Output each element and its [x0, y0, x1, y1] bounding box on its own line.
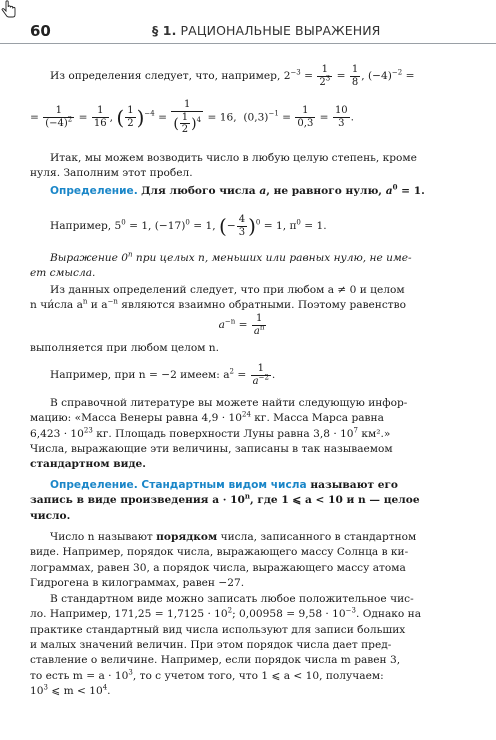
- paragraph-6: Из данных определений следует, что при любом a ≠ 0 и целом n чи́сла $a^n$ и $a^{-n}$ являются взаимно обратными. Поэтому равенство: [30, 284, 406, 312]
- section-title: РАЦИОНАЛЬНЫЕ ВЫРАЖЕНИЯ: [180, 23, 381, 38]
- paragraph-9: Число n называют порядком числа, записанного в стандартном виде. Например, порядок числа, выражающего массу Солнца в ки- лограммах, равен 30, а порядок числа, выражающего массу атома Гидрогена в килограммах, равен −27.: [30, 531, 417, 590]
- definition-term: Определение. Стандартным видом числа: [50, 479, 307, 491]
- paragraph-10: В стандартном виде можно записать любое положительное чис- ло. Например, $171,25 = 1,7125 \cdot 10^2$; $0,00958 = 9,58 \cdot 10^{-3}$. Однако на практике стандартный вид числа используют для записи больших и малых значений величин. При этом порядок числа дает пред- ставление о величине. Например, если порядок числа m равен 3, то есть $m = a \cdot 10^3$, то с учетом того, что 1 ⩽ a < 10, получаем: $10^3$ ⩽ $m < 10^4$.: [30, 593, 422, 698]
- paragraph-5: Выражение 0$^n$ при целых n, меньших или равных нулю, не име- ет смысла.: [30, 251, 412, 280]
- example-line-1: Из определения следует, что, например, $2^{-3}$ = $\frac{1}{2^3}$ = $\frac{1}{8}$ , $(-4)^{-2}$ =: [50, 64, 415, 88]
- definition-2: Определение. Стандартным видом числа называют его запись в виде произведения $a \cdot 10^n$, где 1 ⩽ a < 10 и n — целое число.: [30, 479, 420, 522]
- section-mark: § 1.: [152, 23, 177, 38]
- paragraph-6-end: выполняется при любом целом n.: [30, 342, 219, 354]
- example-line-3: Например, $5^0 = 1$, $(-17)^0 = 1$, (− $\frac{4}{3}$ )$^0$ = 1, $\pi^0 = 1$.: [50, 214, 327, 238]
- example-line-4: Например, при n = −2 имеем: $a^2$ = $\frac{1}{a^{-2}}$ .: [50, 363, 276, 387]
- page-header: [0, 0, 496, 44]
- example-line-2: = $\frac{1}{(-4)^2}$ = $\frac{1}{16}$ , ( $\frac{1}{2}$ )$^{-4}$ = 1 ( $\frac{1}{2}$ )$^4$ = 16, $(0,3)^{-1}$ = $\frac{1}{0,3}$ = $\frac{10}{3}$ .: [30, 99, 355, 135]
- fraction: $\frac{1}{2^3}$: [319, 64, 331, 88]
- definition-term: Определение.: [50, 185, 138, 197]
- definition-1: Определение. Для любого числа a, не равного нулю, $a^0 = 1$.: [50, 184, 425, 197]
- formula-reciprocal: $a^{-n}$ = $\frac{1}{a^n}$: [218, 313, 265, 337]
- paragraph-3: Итак, мы можем возводить число в любую целую степень, кроме нуля. Заполним этот пробел.: [30, 152, 417, 180]
- fraction: $\frac{1}{8}$: [351, 64, 359, 88]
- paragraph-8: В справочной литературе вы можете найти следующую инфор- мацию: «Масса Венеры равна $4,9 \cdot 10^{24}$ кг. Масса Марса равна $6,423 \cdot 10^{23}$ кг. Площадь поверхности Луны равна $3,8 \cdot 10^7$ км².» Числа, выражающие эти величины, записаны в так называемом стандартном виде.: [30, 397, 408, 471]
- page-number: 60: [30, 22, 51, 40]
- running-head: [152, 23, 380, 38]
